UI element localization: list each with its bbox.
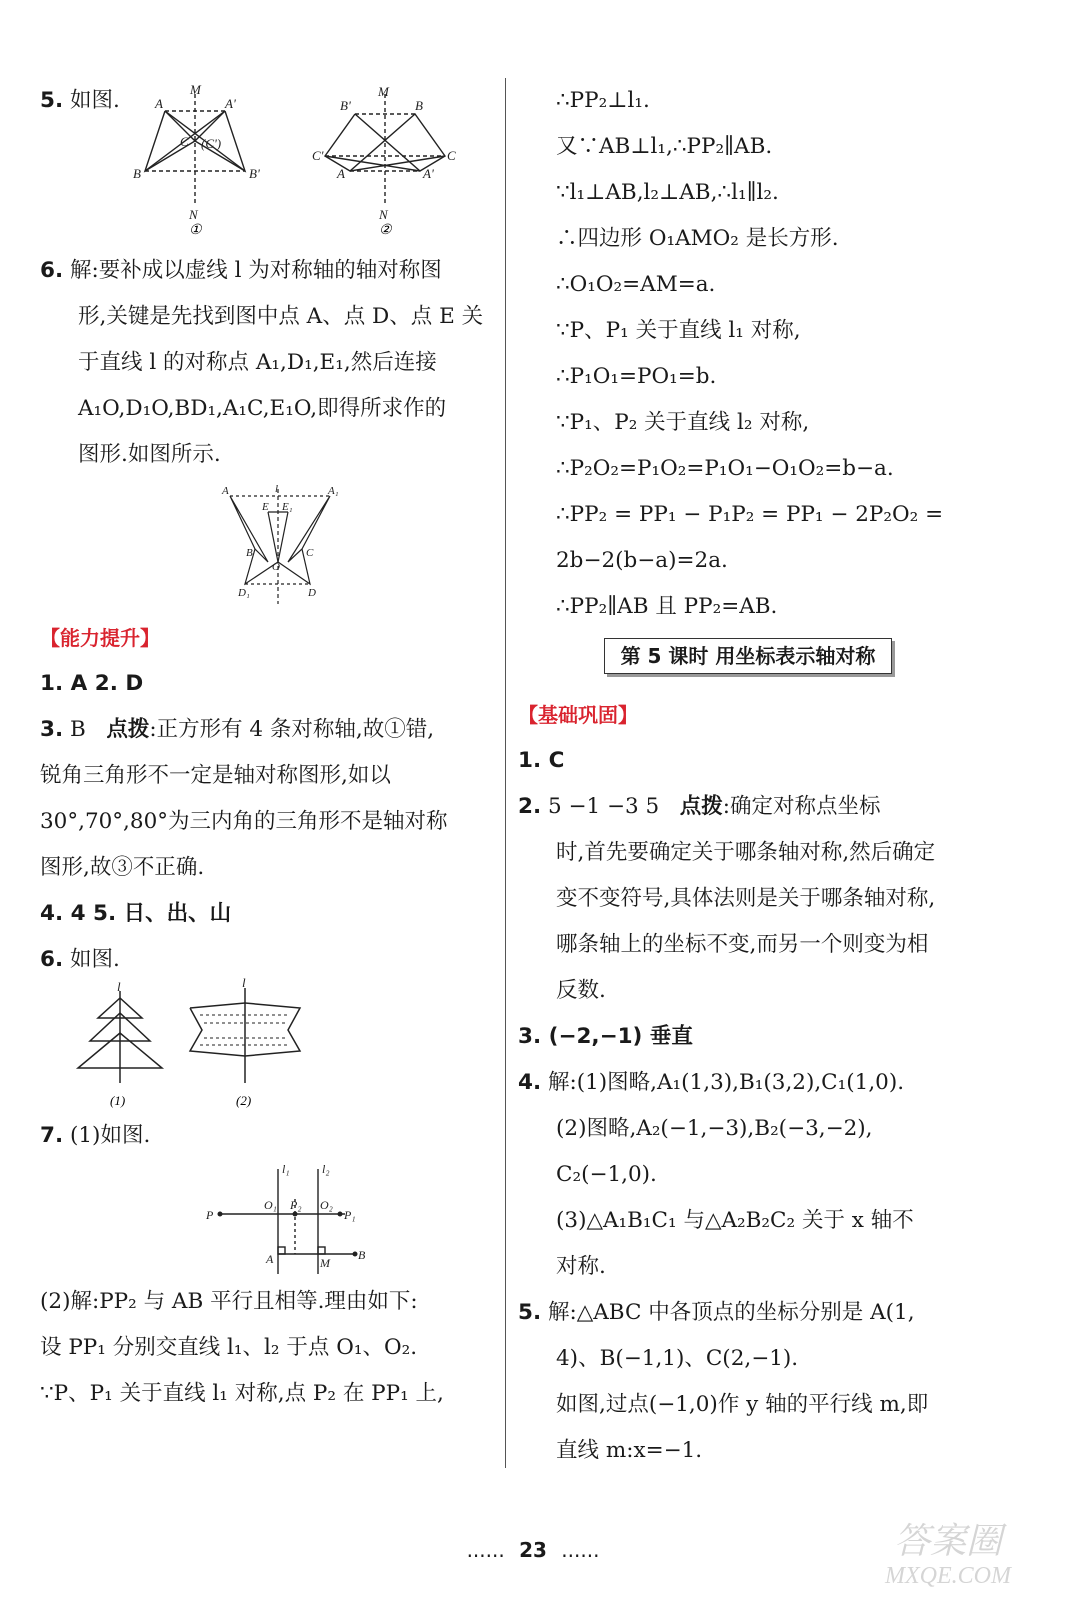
q5-num: 5. — [40, 88, 64, 113]
right-line-2: 又∵AB⊥l₁,∴PP₂∥AB. — [556, 134, 773, 159]
svg-text:C: C — [180, 134, 189, 149]
right-q5-line-4: 直线 m:x=−1. — [556, 1438, 703, 1463]
right-q4-line-1: 4. 解:(1)图略,A₁(1,3),B₁(3,2),C₁(1,0). — [518, 1070, 905, 1095]
left-q3-line-1: 3. B 点拨:正方形有 4 条对称轴,故①错, — [40, 717, 435, 742]
right-line-10: ∴PP₂ = PP₁ − P₁P₂ = PP₁ − 2P₂O₂ = — [556, 502, 944, 527]
right-section-title: 【基础巩固】 — [518, 703, 638, 727]
svg-text:B': B' — [249, 166, 260, 181]
q5-text: 如图. — [69, 88, 120, 113]
left-q7-line-2: (2)解:PP₂ 与 AB 平行且相等.理由如下: — [40, 1289, 418, 1314]
q7-figure — [200, 1159, 400, 1279]
left-q1-2: 1. A 2. D — [40, 671, 144, 696]
right-q5-line-3: 如图,过点(−1,0)作 y 轴的平行线 m,即 — [556, 1392, 929, 1417]
svg-text:D: D — [308, 587, 316, 599]
q5-figure — [125, 82, 525, 238]
svg-text:l₁: l₁ — [282, 1162, 290, 1176]
watermark-top: 答案圈 — [893, 1521, 1003, 1561]
svg-text:O: O — [272, 561, 280, 573]
right-q4-line-2: (2)图略,A₂(−1,−3),B₂(−3,−2), — [556, 1116, 873, 1141]
svg-text:N: N — [189, 207, 198, 222]
right-q2-line-4: 哪条轴上的坐标不变,而另一个则变为相 — [556, 932, 929, 957]
watermark-bottom: MXQE.COM — [885, 1563, 1011, 1589]
svg-text:B: B — [358, 1248, 366, 1262]
page-number: 23 — [519, 1538, 547, 1562]
svg-text:P₂: P₂ — [290, 1198, 302, 1212]
lesson-header — [518, 630, 978, 692]
q6-line-2: 形,关键是先找到图中点 A、点 D、点 E 关 — [78, 304, 484, 329]
footer-dots-left: ...... — [466, 1538, 505, 1562]
svg-text:B: B — [246, 547, 253, 559]
svg-text:A': A' — [225, 96, 236, 111]
svg-text:M: M — [320, 1256, 330, 1270]
svg-text:C: C — [306, 547, 314, 559]
right-q1: 1. C — [518, 748, 565, 773]
svg-text:B: B — [415, 98, 423, 113]
svg-text:O₁: O₁ — [264, 1198, 277, 1212]
right-line-11: 2b−2(b−a)=2a. — [556, 548, 728, 573]
svg-text:E₁: E₁ — [282, 501, 293, 513]
svg-text:A: A — [337, 166, 345, 181]
svg-text:l₂: l₂ — [322, 1162, 330, 1176]
svg-text:M: M — [378, 84, 389, 99]
left-q3-line-2: 锐角三角形不一定是轴对称图形,如以 — [40, 763, 391, 788]
svg-text:l: l — [242, 975, 246, 990]
right-line-5: ∴O₁O₂=AM=a. — [556, 272, 716, 297]
left-section-title: 【能力提升】 — [40, 626, 160, 650]
right-q5-line-1: 5. 解:△ABC 中各顶点的坐标分别是 A(1, — [518, 1300, 915, 1325]
right-line-9: ∴P₂O₂=P₁O₂=P₁O₁−O₁O₂=b−a. — [556, 456, 894, 481]
svg-text:(C'): (C') — [201, 136, 222, 151]
column-divider — [505, 78, 506, 1468]
svg-text:P₁: P₁ — [344, 1208, 356, 1222]
svg-text:C': C' — [312, 148, 324, 163]
q6-text-1: 解:要补成以虚线 l 为对称轴的轴对称图 — [69, 258, 442, 283]
right-column — [518, 78, 978, 1474]
svg-text:l: l — [275, 483, 279, 495]
right-q5-line-2: 4)、B(−1,1)、C(2,−1). — [556, 1346, 799, 1371]
right-q4-line-4: (3)△A₁B₁C₁ 与△A₂B₂C₂ 关于 x 轴不 — [556, 1208, 914, 1233]
q6-line-1 — [40, 248, 495, 294]
svg-text:E: E — [262, 501, 269, 513]
svg-text:N: N — [379, 207, 388, 222]
svg-text:M: M — [190, 82, 201, 97]
svg-text:A₁: A₁ — [328, 485, 339, 497]
right-line-4: ∴四边形 O₁AMO₂ 是长方形. — [556, 226, 839, 251]
q2-hint-label: 点拨 — [679, 794, 723, 819]
q6b-fig1-label: (1) — [110, 1093, 126, 1108]
lesson-title: 第 5 课时 用坐标表示轴对称 — [604, 638, 893, 674]
right-line-8: ∵P₁、P₂ 关于直线 l₂ 对称, — [556, 410, 810, 435]
right-q2-line-1: 2. 5 −1 −3 5 点拨:确定对称点坐标 — [518, 794, 881, 819]
q6-figure — [220, 484, 360, 609]
watermark-logo — [861, 1515, 1036, 1590]
svg-text:D₁: D₁ — [238, 587, 250, 599]
left-q3-line-3: 30°,70°,80°为三内角的三角形不是轴对称 — [40, 809, 448, 834]
left-q7-line-4: ∵P、P₁ 关于直线 l₁ 对称,点 P₂ 在 PP₁ 上, — [40, 1381, 444, 1406]
q5-fig1-label: ① — [189, 223, 202, 238]
svg-text:A: A — [155, 96, 163, 111]
left-column — [40, 78, 495, 1417]
left-q7-line-3: 设 PP₁ 分别交直线 l₁、l₂ 于点 O₁、O₂. — [40, 1335, 418, 1360]
q6b-figure — [70, 975, 330, 1113]
q3-hint-label: 点拨 — [106, 717, 150, 742]
right-q2-line-3: 变不变符号,具体法则是关于哪条轴对称, — [556, 886, 936, 911]
right-q2-line-5: 反数. — [556, 978, 606, 1003]
right-line-1: ∴PP₂⊥l₁. — [556, 88, 650, 113]
svg-text:O₂: O₂ — [320, 1198, 333, 1212]
svg-text:A': A' — [423, 166, 434, 181]
svg-text:B: B — [133, 166, 141, 181]
svg-text:A: A — [222, 485, 229, 497]
left-q7-line-1: 7. (1)如图. — [40, 1123, 151, 1148]
q6-line-5: 图形.如图所示. — [78, 442, 221, 467]
svg-text:l: l — [117, 979, 121, 994]
right-line-12: ∴PP₂∥AB 且 PP₂=AB. — [556, 594, 778, 619]
q6b-fig2-label: (2) — [236, 1093, 252, 1108]
right-q3: 3. (−2,−1) 垂直 — [518, 1024, 693, 1049]
q6-line-3: 于直线 l 的对称点 A₁,D₁,E₁,然后连接 — [78, 350, 437, 375]
right-line-6: ∵P、P₁ 关于直线 l₁ 对称, — [556, 318, 801, 343]
svg-text:A: A — [266, 1252, 274, 1266]
svg-text:P: P — [206, 1208, 214, 1222]
left-q3-line-4: 图形,故③不正确. — [40, 855, 205, 880]
svg-text:B': B' — [340, 98, 351, 113]
right-line-7: ∴P₁O₁=PO₁=b. — [556, 364, 717, 389]
q6-line-4: A₁O,D₁O,BD₁,A₁C,E₁O,即得所求作的 — [78, 396, 447, 421]
left-q4-5: 4. 4 5. 日、出、山 — [40, 901, 232, 926]
right-line-3: ∵l₁⊥AB,l₂⊥AB,∴l₁∥l₂. — [556, 180, 779, 205]
q6-num: 6. — [40, 258, 64, 283]
right-q4-line-5: 对称. — [556, 1254, 606, 1279]
left-q6b-line: 6. 如图. — [40, 947, 120, 972]
right-q2-line-2: 时,首先要确定关于哪条轴对称,然后确定 — [556, 840, 936, 865]
footer-dots-right: ...... — [561, 1538, 600, 1562]
right-q4-line-3: C₂(−1,0). — [556, 1162, 657, 1187]
svg-text:C: C — [447, 148, 456, 163]
q5-fig2-label: ② — [379, 223, 392, 238]
